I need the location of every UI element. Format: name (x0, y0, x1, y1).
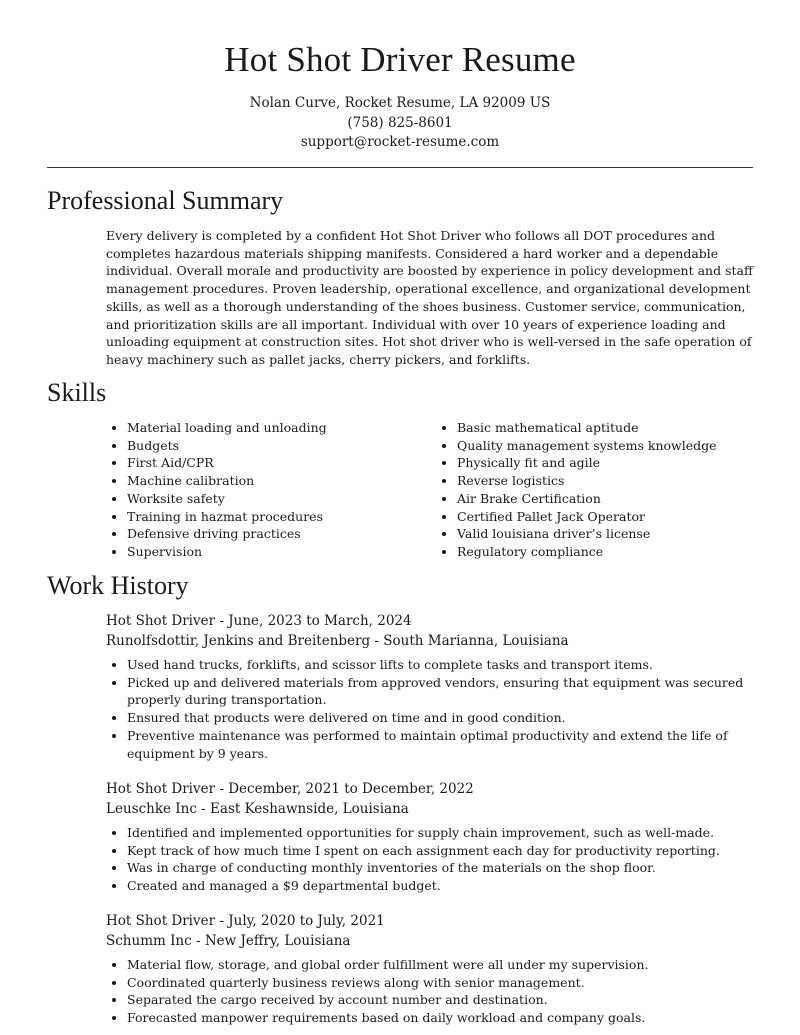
job-bullet: • Forecasted manpower requirements based on daily workload and company goals. (127, 1009, 756, 1027)
job-entry (106, 780, 756, 895)
skill-item: • Training in hazmat procedures (127, 508, 436, 526)
skill-item: • Certified Pallet Jack Operator (457, 508, 766, 526)
summary-text: Every delivery is completed by a confident Hot Shot Driver who follows all DOT procedures and completes hazardous materials shipping manifests. Considered a hard worker and a dependable individual. Overall morale and productivity are boosted by experience in policy development and staff management procedures. Proven leadership, operational excellence, and organizational development skills, as well as a thorough understanding of the shoes business. Customer service, communication, and prioritization skills are all important. Individual with over 10 years of experience loading and unloading equipment at construction sites. Hot shot driver who is well-versed in the safe operation of heavy machinery such as pallet jacks, cherry pickers, and forklifts. (106, 228, 753, 367)
skills-column-left (106, 419, 436, 561)
job-title: Hot Shot Driver - December, 2021 to December, 2022 (106, 781, 474, 797)
skill-item: • Physically fit and agile (457, 454, 766, 472)
job-bullet: • Created and managed a $9 departmental budget. (127, 877, 756, 895)
skill-item: • Reverse logistics (457, 472, 766, 490)
skill-item: • Material loading and unloading (127, 419, 436, 437)
job-bullet: • Separated the cargo received by account number and destination. (127, 991, 756, 1009)
address-line: Nolan Curve, Rocket Resume, LA 92009 US (249, 95, 551, 111)
job-bullet: • Identified and implemented opportunities for supply chain improvement, such as well-made. (127, 824, 756, 842)
job-location: - New Jeffry, Louisiana (191, 932, 351, 949)
summary-heading: Professional Summary (47, 186, 284, 215)
job-bullet: • Coordinated quarterly business reviews along with senior management. (127, 974, 756, 992)
skill-item: • Defensive driving practices (127, 525, 436, 543)
job-company-line (106, 932, 756, 952)
work-history-heading: Work History (47, 571, 189, 600)
job-entry (106, 912, 756, 1027)
job-company-line (106, 632, 756, 652)
email-line: support@rocket-resume.com (300, 134, 500, 150)
skill-item: • First Aid/CPR (127, 454, 436, 472)
job-bullet: • Material flow, storage, and global order fulfillment were all under my supervision. (127, 956, 756, 974)
skill-item: • Worksite safety (127, 490, 436, 508)
skill-item: • Budgets (127, 437, 436, 455)
skill-item: • Regulatory compliance (457, 543, 766, 561)
skills-heading: Skills (47, 378, 107, 407)
job-title: Hot Shot Driver - June, 2023 to March, 2024 (106, 613, 412, 629)
job-bullet: • Ensured that products were delivered on time and in good condition. (127, 709, 756, 727)
job-bullet: • Kept track of how much time I spent on each assignment each day for productivity reporting. (127, 842, 756, 860)
skills-list (106, 419, 766, 561)
job-entry (106, 612, 756, 762)
job-bullets (106, 824, 756, 895)
skill-item: • Supervision (127, 543, 436, 561)
job-bullet: • Picked up and delivered materials from approved vendors, ensuring that equipment was secured properly during transportation. (127, 674, 756, 709)
job-location: - South Marianna, Louisiana (370, 632, 569, 649)
header-divider (47, 167, 753, 168)
skill-item: • Quality management systems knowledge (457, 437, 766, 455)
job-company-line (106, 800, 756, 820)
resume-title: Hot Shot Driver Resume (224, 40, 576, 79)
job-bullet: • Was in charge of conducting monthly inventories of the materials on the shop floor. (127, 859, 756, 877)
contact-info (0, 94, 800, 153)
skills-column-right (436, 419, 766, 561)
skill-item: • Valid louisiana driver’s license (457, 525, 766, 543)
skill-item: • Machine calibration (127, 472, 436, 490)
job-company: Runolfsdottir, Jenkins and Breitenberg (106, 632, 371, 649)
skill-item: • Basic mathematical aptitude (457, 419, 766, 437)
phone-line: (758) 825-8601 (347, 114, 453, 131)
job-company: Schumm Inc (106, 932, 192, 949)
job-location: - East Keshawnside, Louisiana (196, 800, 409, 817)
job-bullet: • Used hand trucks, forklifts, and scissor lifts to complete tasks and transport items. (127, 656, 756, 674)
job-bullets (106, 956, 756, 1027)
job-title: Hot Shot Driver - July, 2020 to July, 2021 (106, 913, 385, 929)
job-bullet: • Preventive maintenance was performed to maintain optimal productivity and extend the life of equipment by 9 years. (127, 727, 756, 762)
job-bullets (106, 656, 756, 762)
skill-item: • Air Brake Certification (457, 490, 766, 508)
job-company: Leuschke Inc (106, 800, 197, 817)
